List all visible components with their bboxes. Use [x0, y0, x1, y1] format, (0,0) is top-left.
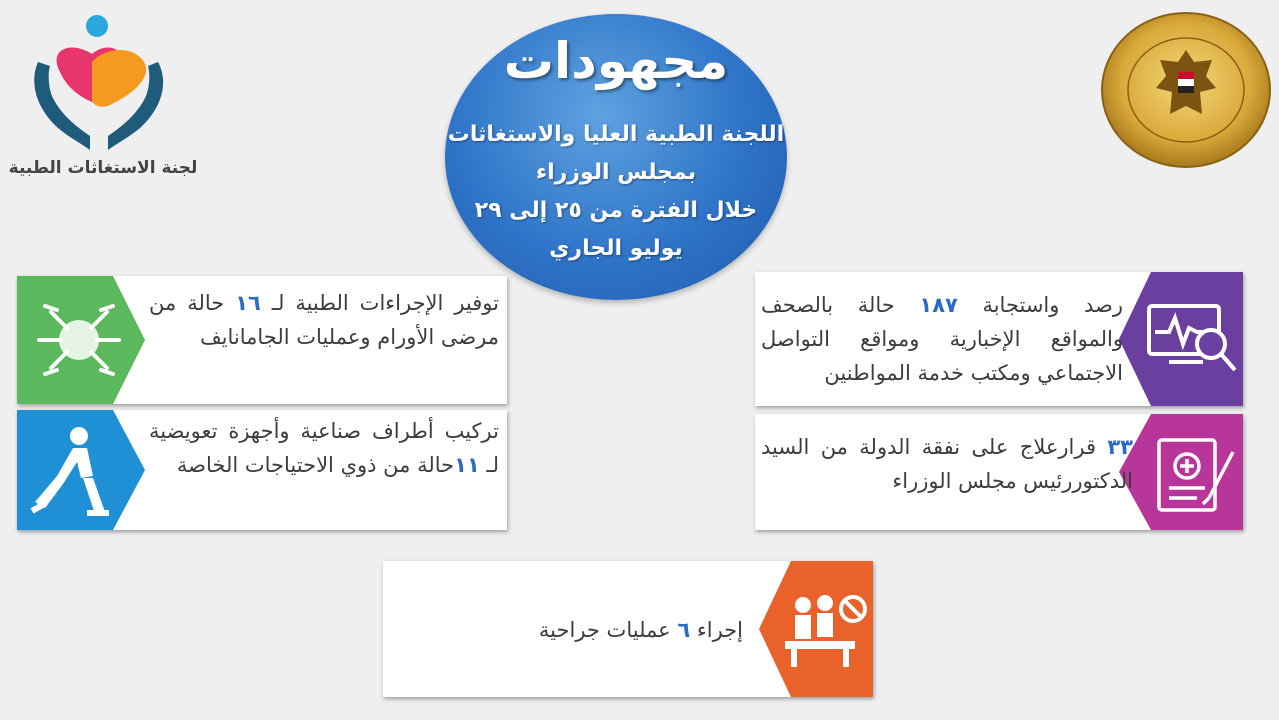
- cabinet-seal: [1100, 10, 1272, 170]
- card-text-pre: توفير الإجراءات الطبية لـ: [260, 291, 499, 315]
- card-number: ١١: [454, 453, 480, 477]
- card-number: ١٦: [235, 291, 261, 315]
- card-number: ٦: [677, 618, 691, 642]
- medical-report-icon: [1153, 432, 1239, 516]
- card-text-pre: تركيب أطراف صناعية وأجهزة تعويضية لـ: [149, 419, 499, 477]
- cancer-cell-icon: [31, 292, 127, 388]
- hero-circle: [445, 14, 787, 300]
- hero-subtitle-line: خلال الفترة من ٢٥ إلى ٢٩: [474, 198, 758, 223]
- card-text: [149, 286, 499, 354]
- card-text-pre: إجراء: [690, 618, 743, 642]
- committee-logo-text: لجنة الاستغاثات الطبية: [8, 158, 198, 178]
- card-tumor-cases: [17, 276, 507, 404]
- card-text-post: قرارعلاج على نفقة الدولة من السيد الدكتوررئيس مجلس الوزراء: [761, 435, 1133, 493]
- card-text-pre: رصد واستجابة: [957, 293, 1123, 317]
- monitor-search-icon: [1145, 300, 1239, 380]
- card-number: ٣٣: [1107, 435, 1133, 459]
- eagle-seal-icon: [1100, 10, 1272, 170]
- card-prosthetics: [17, 410, 507, 530]
- card-media-monitoring: [755, 272, 1243, 406]
- card-text-post: عمليات جراحية: [538, 618, 678, 642]
- card-surgeries: [383, 561, 873, 697]
- hero-subtitle-line: اللجنة الطبية العليا والاستغاثات: [447, 122, 785, 147]
- hero-subtitle-line: بمجلس الوزراء: [535, 160, 697, 185]
- surgery-icon: [775, 587, 869, 671]
- card-text: [761, 288, 1123, 390]
- card-text-post: حالة من مرضى الأورام وعمليات الجامانايف: [149, 291, 499, 349]
- card-text: [149, 414, 499, 482]
- card-text: [761, 430, 1133, 498]
- heart-hands-icon: [8, 10, 198, 160]
- hero-subtitle-line: يوليو الجاري: [549, 236, 683, 261]
- prosthetic-leg-icon: [23, 422, 123, 522]
- card-text-post: حالة بالصحف والمواقع الإخبارية ومواقع التواصل الاجتماعي ومكتب خدمة المواطنين: [761, 293, 1123, 385]
- card-text-post: حالة من ذوي الاحتياجات الخاصة: [176, 453, 455, 477]
- hero-title: مجهودات: [503, 32, 729, 90]
- card-number: ١٨٧: [919, 293, 958, 317]
- card-text: [403, 613, 743, 647]
- card-treatment-decisions: [755, 414, 1243, 530]
